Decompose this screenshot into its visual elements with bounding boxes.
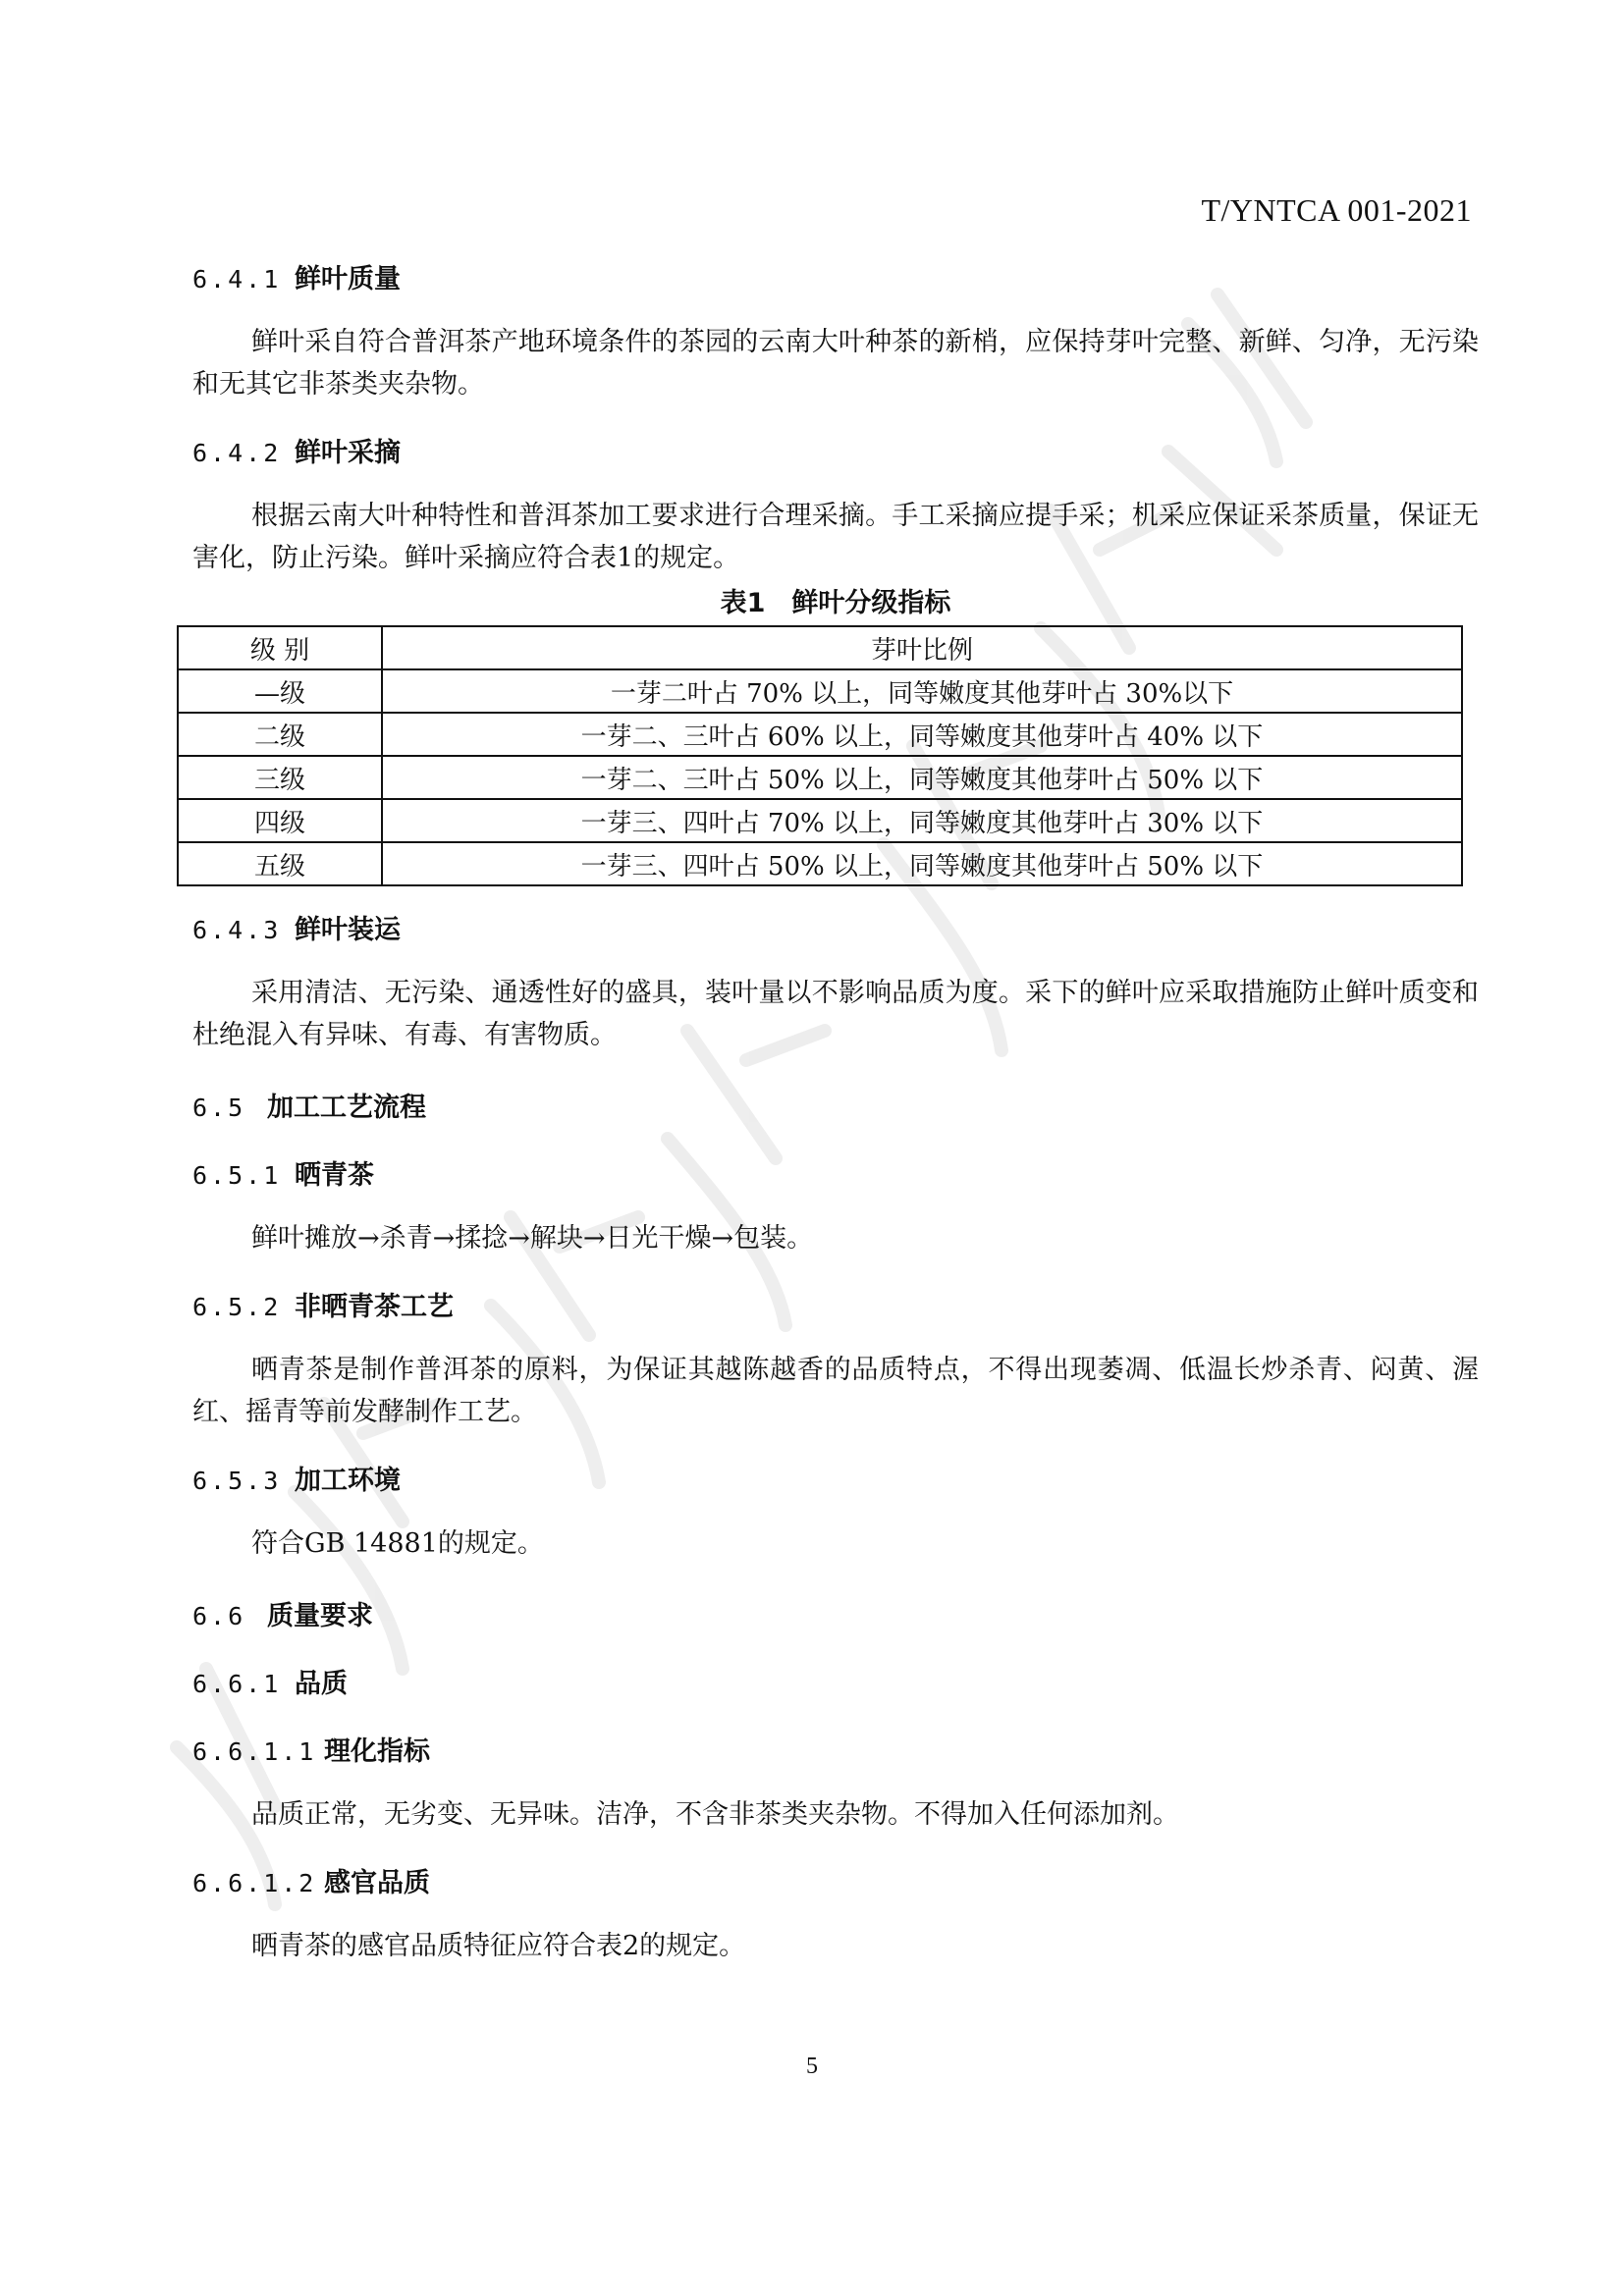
heading-6-5-1 xyxy=(192,1153,1479,1192)
page-number: 5 xyxy=(806,2054,818,2079)
heading-6-4-3 xyxy=(192,908,1479,946)
paragraph-non-sun-dried-process: 晒青茶是制作普洱茶的原料，为保证其越陈越香的品质特点，不得出现萎凋、低温长炒杀青、闷黄、渥红、摇青等前发酵制作工艺。 xyxy=(192,1355,1479,1427)
table-row xyxy=(178,713,1462,756)
paragraph-sensory-quality: 晒青茶的感官品质特征应符合表2的规定。 xyxy=(251,1931,746,1961)
section-number: 6.4.2 xyxy=(192,439,282,467)
section-title: 非晒青茶工艺 xyxy=(295,1292,454,1322)
heading-6-5-3 xyxy=(192,1459,1479,1497)
ratio-cell: 一芽二、三叶占 60% 以上，同等嫩度其他芽叶占 40% 以下 xyxy=(382,713,1462,756)
heading-6-6-1-1 xyxy=(192,1730,1479,1768)
table-row xyxy=(178,756,1462,799)
section-number: 6.4.3 xyxy=(192,916,282,944)
heading-6-4-1 xyxy=(192,257,1479,295)
section-number: 6.4.1 xyxy=(192,265,282,294)
section-number: 6.5.1 xyxy=(192,1161,282,1190)
table-row xyxy=(178,669,1462,713)
ratio-cell: 一芽二叶占 70% 以上，同等嫩度其他芽叶占 30%以下 xyxy=(382,669,1462,713)
section-number: 6.5 xyxy=(192,1094,246,1122)
section-number: 6.5.3 xyxy=(192,1467,282,1495)
paragraph-processing-environment: 符合GB 14881的规定。 xyxy=(251,1528,544,1559)
section-title: 质量要求 xyxy=(267,1601,373,1631)
section-title: 品质 xyxy=(295,1669,348,1699)
section-number: 6.6.1.2 xyxy=(192,1869,317,1897)
table-1-leaf-grading xyxy=(177,625,1463,886)
paragraph-physicochemical-indicators: 品质正常，无劣变、无异味。洁净，不含非茶类夹杂物。不得加入任何添加剂。 xyxy=(251,1799,1179,1830)
section-title: 鲜叶装运 xyxy=(295,915,401,945)
section-number: 6.5.2 xyxy=(192,1293,282,1321)
heading-6-5 xyxy=(192,1086,1479,1124)
paragraph-fresh-leaf-transport: 采用清洁、无污染、通透性好的盛具，装叶量以不影响品质为度。采下的鲜叶应采取措施防止鲜叶质变和杜绝混入有异味、有毒、有害物质。 xyxy=(192,978,1479,1050)
section-title: 鲜叶采摘 xyxy=(295,438,401,468)
grade-cell: 四级 xyxy=(178,799,382,842)
section-title: 理化指标 xyxy=(324,1736,430,1767)
table-row xyxy=(178,799,1462,842)
ratio-cell: 一芽三、四叶占 70% 以上，同等嫩度其他芽叶占 30% 以下 xyxy=(382,799,1462,842)
heading-6-4-2 xyxy=(192,431,1479,469)
table-row xyxy=(178,842,1462,885)
paragraph-process-flow: 鲜叶摊放→杀青→揉捻→解块→日光干燥→包装。 xyxy=(251,1223,814,1254)
grade-cell: 二级 xyxy=(178,713,382,756)
heading-6-6-1 xyxy=(192,1662,1479,1700)
table-header-cell: 芽叶比例 xyxy=(382,626,1462,669)
paragraph-fresh-leaf-quality: 鲜叶采自符合普洱茶产地环境条件的茶园的云南大叶种茶的新梢，应保持芽叶完整、新鲜、匀净，无污染和无其它非茶类夹杂物。 xyxy=(192,327,1479,400)
section-title: 晒青茶 xyxy=(295,1160,374,1191)
section-number: 6.6.1 xyxy=(192,1670,282,1698)
section-title: 加工工艺流程 xyxy=(267,1093,426,1123)
heading-6-6 xyxy=(192,1594,1479,1632)
table-1-caption: 表1 鲜叶分级指标 xyxy=(720,588,951,618)
heading-6-5-2 xyxy=(192,1285,1479,1323)
paragraph-fresh-leaf-picking: 根据云南大叶种特性和普洱茶加工要求进行合理采摘。手工采摘应提手采；机采应保证采茶质量，保证无害化，防止污染。鲜叶采摘应符合表1的规定。 xyxy=(192,501,1479,573)
grade-cell: 五级 xyxy=(178,842,382,885)
table-header-cell: 级 别 xyxy=(178,626,382,669)
grade-cell: —级 xyxy=(178,669,382,713)
section-number: 6.6 xyxy=(192,1602,246,1630)
section-title: 感官品质 xyxy=(324,1868,430,1898)
section-title: 鲜叶质量 xyxy=(295,264,401,294)
table-header-row xyxy=(178,626,1462,669)
ratio-cell: 一芽二、三叶占 50% 以上，同等嫩度其他芽叶占 50% 以下 xyxy=(382,756,1462,799)
ratio-cell: 一芽三、四叶占 50% 以上，同等嫩度其他芽叶占 50% 以下 xyxy=(382,842,1462,885)
document-code: T/YNTCA 001-2021 xyxy=(1201,192,1472,228)
heading-6-6-1-2 xyxy=(192,1861,1479,1899)
section-title: 加工环境 xyxy=(295,1466,401,1496)
grade-cell: 三级 xyxy=(178,756,382,799)
section-number: 6.6.1.1 xyxy=(192,1737,317,1766)
content-body xyxy=(192,257,1479,1967)
